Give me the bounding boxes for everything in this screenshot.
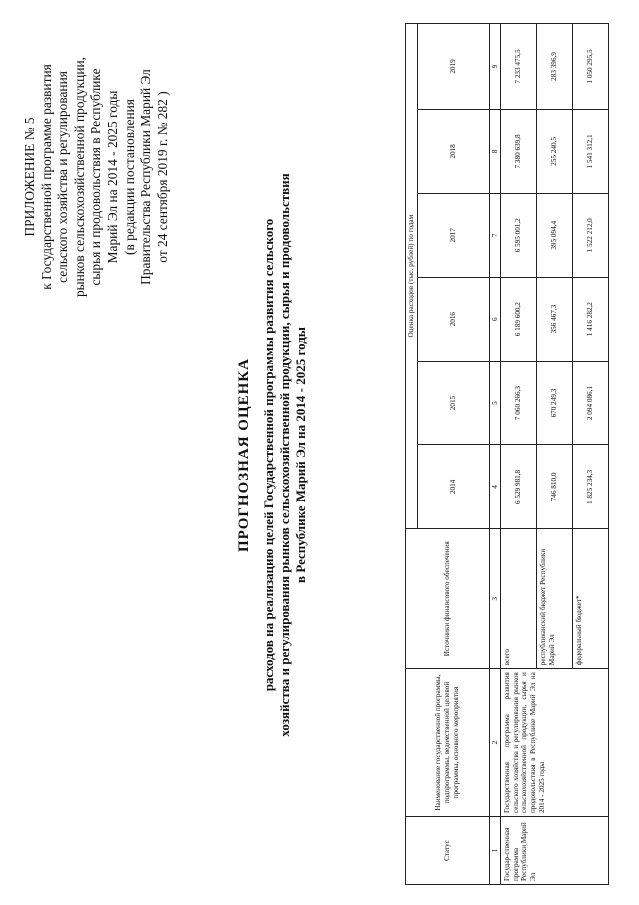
header-status: Статус (406, 817, 490, 885)
value-cell: 2 094 086,1 (573, 361, 609, 445)
index-cell: 4 (489, 445, 501, 529)
value-cell: 395 094,4 (537, 193, 573, 277)
index-row (489, 24, 501, 885)
value-cell: 283 396,9 (537, 24, 573, 110)
value-cell: 746 810,0 (537, 445, 573, 529)
header-year: 2017 (417, 193, 489, 277)
index-cell: 5 (489, 361, 501, 445)
header-year: 2015 (417, 361, 489, 445)
value-cell: 670 249,3 (537, 361, 573, 445)
expense-table (405, 23, 609, 885)
appendix-line: к Государственной программе развития (38, 64, 54, 290)
appendix-line: сельского хозяйства и регулирования (55, 71, 71, 283)
appendix-line: Марий Эл на 2014 - 2025 годы (104, 90, 120, 264)
index-cell: 3 (489, 529, 501, 669)
subtitle-line: в Республике Марий Эл на 2014 - 2025 годы (293, 327, 308, 583)
document-title: ПРОГНОЗНАЯ ОЦЕНКА (236, 358, 252, 553)
appendix-line: Правительства Республики Марий Эл (138, 69, 154, 285)
value-cell: 6 529 981,8 (501, 445, 537, 529)
value-cell: 7 380 639,8 (501, 109, 537, 193)
value-cell: 1 416 282,2 (573, 277, 609, 361)
appendix-block (22, 27, 171, 327)
source-cell: республиканский бюджет Республики Марий Эл (537, 529, 573, 669)
header-name: Наименование государственной программы, подпрограммы, ведомственной целевой программы, основного мероприятия (406, 669, 490, 817)
header-year: 2014 (417, 445, 489, 529)
source-cell: федеральный бюджет* (573, 529, 609, 669)
header-estimate: Оценка расходов (тыс. рублей) по годам (406, 24, 418, 529)
value-cell: 7 060 266,3 (501, 361, 537, 445)
subtitle-line: хозяйства и регулирования рынков сельскохозяйственной продукции, сырья и продовольствия (277, 173, 292, 737)
value-cell: 1 522 212,0 (573, 193, 609, 277)
value-cell: 255 240,5 (537, 109, 573, 193)
program-name-cell: Государственная программа развития сельского хозяйства и регулирования рынков сельскохозяйственной продукции, сырья и продовольствия в Республике Марий Эл на 2014 - 2025 годы (501, 669, 609, 817)
appendix-line: ПРИЛОЖЕНИЕ № 5 (22, 117, 37, 237)
header-year: 2019 (417, 24, 489, 110)
value-cell: 1 825 234,3 (573, 445, 609, 529)
value-cell: 6 189 600,2 (501, 277, 537, 361)
appendix-line: сырья и продовольствия в Республике (88, 68, 104, 286)
index-cell: 9 (489, 24, 501, 110)
index-cell: 7 (489, 193, 501, 277)
value-cell: 1 541 312,1 (573, 109, 609, 193)
index-cell: 6 (489, 277, 501, 361)
index-cell: 8 (489, 109, 501, 193)
subtitle-line: расходов на реализацию целей Государственной программы развития сельского (261, 218, 276, 692)
status-cell: Государ-ственная программа Республики Марий Эл (501, 817, 609, 885)
document-heading (236, 155, 309, 755)
index-cell: 2 (489, 669, 501, 817)
source-cell: всего (501, 529, 537, 669)
header-source: Источники финансового обеспечения (406, 529, 490, 669)
header-year: 2018 (417, 109, 489, 193)
value-cell: 7 233 475,5 (501, 24, 537, 110)
appendix-line: (в редакции постановления (121, 99, 137, 255)
header-row (406, 24, 418, 885)
value-cell: 356 467,3 (537, 277, 573, 361)
table-row (501, 24, 537, 885)
value-cell: 6 595 001,2 (501, 193, 537, 277)
index-cell: 1 (489, 817, 501, 885)
appendix-line: рынков сельскохозяйственной продукции, (71, 56, 87, 298)
value-cell: 1 050 295,5 (573, 24, 609, 110)
appendix-line: от 24 сентября 2019 г. № 282 ) (154, 91, 170, 263)
header-year: 2016 (417, 277, 489, 361)
